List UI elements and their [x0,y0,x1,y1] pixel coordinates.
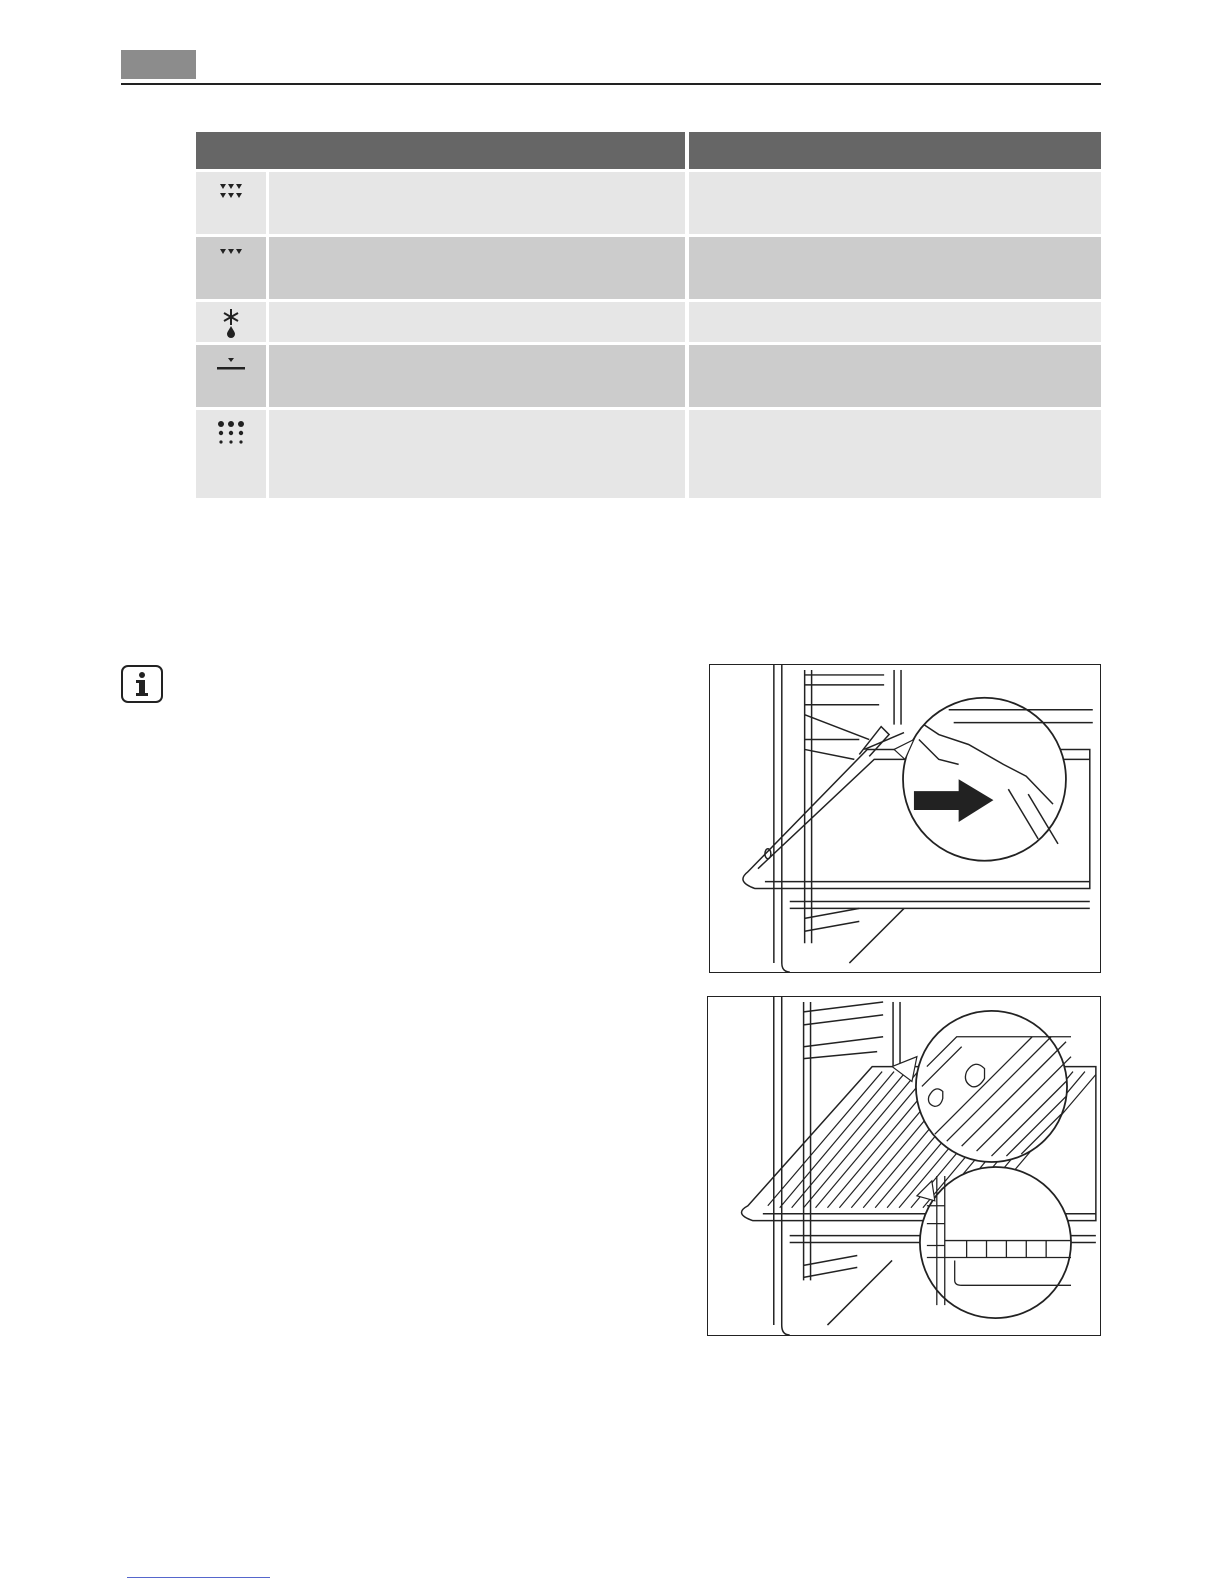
bottom-heat-icon [217,357,245,371]
info-icon [121,665,163,703]
top-and-bottom-heat-icon [218,182,244,204]
header-application [689,132,1101,169]
table-row [196,172,1101,234]
function-name [269,237,685,299]
header-rule [121,83,1101,85]
full-grill-icon [217,420,245,446]
page-section-tab [121,50,196,79]
function-name [269,302,685,342]
function-description [689,410,1101,498]
top-heat-icon [218,247,244,259]
table-row [196,302,1101,342]
header-oven-function [196,132,685,169]
footer-rule [127,1577,270,1578]
table-row [196,237,1101,299]
table-header [196,132,1101,169]
oven-functions-table [196,132,1101,498]
function-description [689,302,1101,342]
function-description [689,345,1101,407]
baking-tray-insertion-illustration [709,664,1101,973]
wire-shelf-insertion-illustration [707,996,1101,1336]
function-name [269,172,685,234]
function-name [269,345,685,407]
function-name [269,410,685,498]
function-description [689,172,1101,234]
function-description [689,237,1101,299]
table-row [196,345,1101,407]
defrost-icon [220,308,242,338]
table-row [196,410,1101,498]
